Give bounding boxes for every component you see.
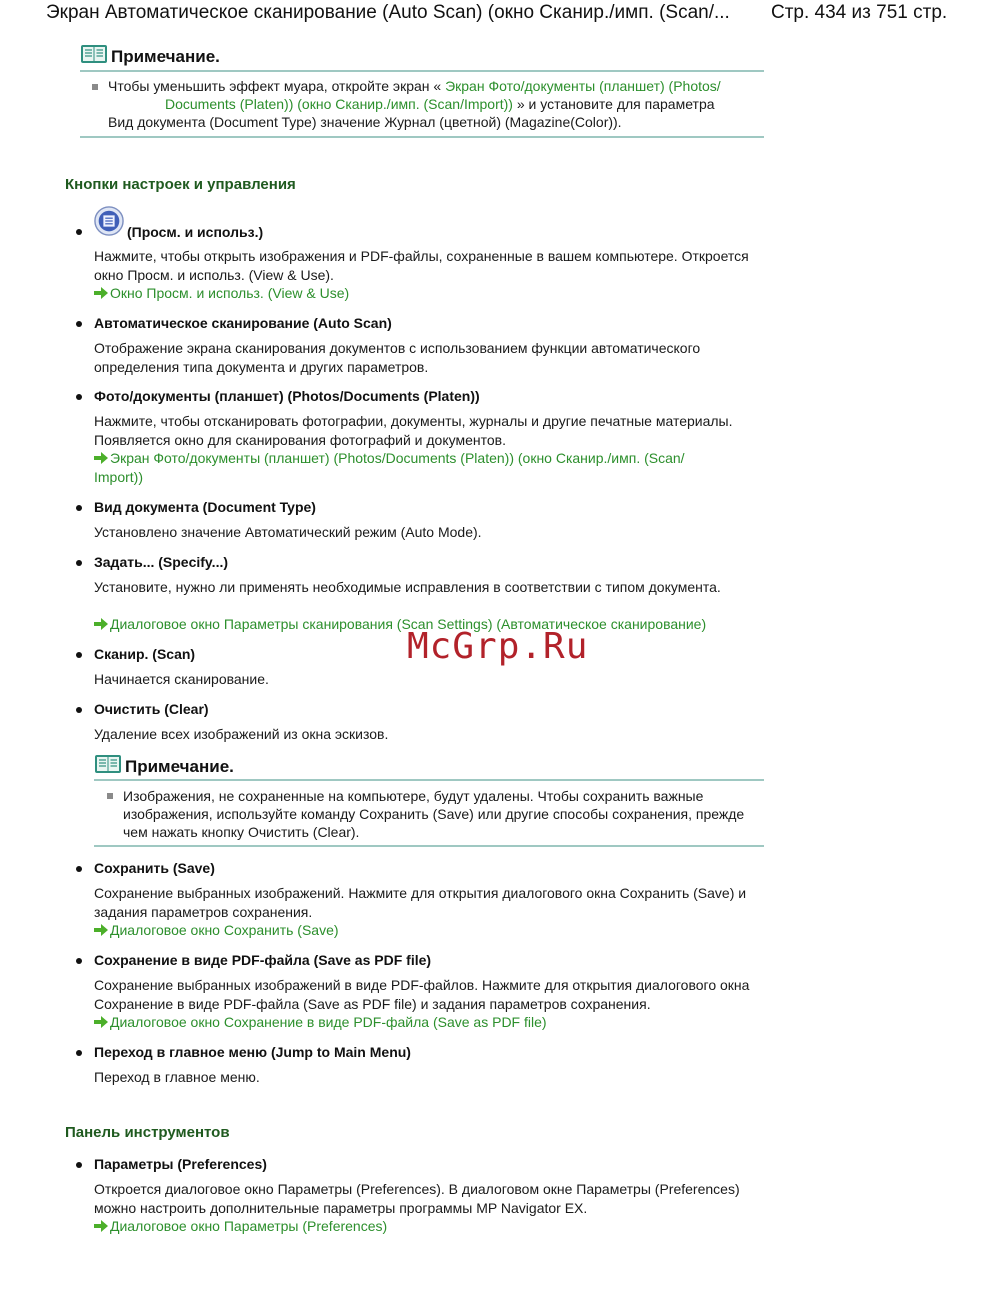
note-bullet <box>92 84 98 90</box>
item-title: Фото/документы (планшет) (Photos/Documents (Platen)) <box>94 388 480 404</box>
item-clear <box>76 701 776 743</box>
link-scan-settings-dialog[interactable]: Диалоговое окно Параметры сканирования (Scan Settings) (Автоматическое сканирование) <box>94 615 774 634</box>
arrow-right-icon <box>94 452 108 464</box>
note-divider <box>94 779 764 781</box>
link-photos-documents-screen-cont[interactable]: Documents (Platen)) (окно Сканир./имп. (Scan/Import)) <box>165 96 513 112</box>
page-header-title: Экран Автоматическое сканирование (Auto Scan) (окно Сканир./имп. (Scan/... <box>46 2 730 23</box>
item-description: Нажмите, чтобы открыть изображения и PDF-файлы, сохраненные в вашем компьютере. Откроется окно Просм. и использ. (View & Use). <box>94 248 749 283</box>
item-description: Начинается сканирование. <box>94 671 269 687</box>
link-photos-documents-screen[interactable]: Экран Фото/документы (планшет) (Photos/ <box>445 78 721 94</box>
note-text: Изображения, не сохраненные на компьютере, будут удалены. Чтобы сохранить важные изображения, используйте команду Сохранить (Save) или другие способы сохранения, прежде чем нажать кнопку Очистить (Clear). <box>123 788 745 840</box>
bullet <box>76 560 82 566</box>
item-description: Отображение экрана сканирования документов с использованием функции автоматического определения типа документа и других параметров. <box>94 340 701 375</box>
item-title: Сканир. (Scan) <box>94 646 196 662</box>
item-description: Сохранение выбранных изображений. Нажмите для открытия диалогового окна Сохранить (Save) и задания параметров сохранения. <box>94 885 747 920</box>
item-description: Откроется диалоговое окно Параметры (Preferences). В диалоговом окне Параметры (Preferences) можно настроить дополнительные параметры программы MP Navigator EX. <box>94 1181 740 1216</box>
book-icon <box>80 44 108 64</box>
note-text: Чтобы уменьшить эффект муара, откройте экран « Экран Фото/документы (планшет) (Photos/ Documents (Platen)) (окно Сканир./имп. (Scan/Import)) » и установите для параметра Вид документа (Document Type) значение Журнал (цветной) (Magazine(Color)). <box>108 78 721 130</box>
item-title: Задать... (Specify...) <box>94 554 229 570</box>
bullet <box>76 866 82 872</box>
note-divider-bottom <box>94 845 764 847</box>
bullet <box>76 505 82 511</box>
item-save <box>76 860 776 940</box>
item-description: Удаление всех изображений из окна эскизов. <box>94 726 389 742</box>
bullet <box>76 394 82 400</box>
arrow-right-icon <box>94 924 108 936</box>
item-title: Вид документа (Document Type) <box>94 499 316 515</box>
item-auto-scan <box>76 315 776 375</box>
arrow-right-icon <box>94 287 108 299</box>
item-preferences <box>76 1156 776 1236</box>
link-view-use-window[interactable]: Окно Просм. и использ. (View & Use) <box>94 284 774 303</box>
bullet <box>76 321 82 327</box>
item-title: Параметры (Preferences) <box>94 1156 267 1172</box>
item-description: Установлено значение Автоматический режим (Auto Mode). <box>94 524 482 540</box>
item-document-type <box>76 499 776 541</box>
page-header <box>0 0 1000 30</box>
view-use-icon[interactable] <box>94 206 124 236</box>
item-description: Сохранение выбранных изображений в виде PDF-файлов. Нажмите для открытия диалогового окна Сохранение в виде PDF-файла (Save as PDF file) и задания параметров сохранения. <box>94 977 750 1012</box>
note-divider <box>80 70 764 72</box>
bullet <box>76 229 82 235</box>
item-title: Очистить (Clear) <box>94 701 209 717</box>
item-description: Установите, нужно ли применять необходимые исправления в соответствии с типом документа. <box>94 579 721 595</box>
bullet <box>76 1050 82 1056</box>
item-save-as-pdf <box>76 952 776 1032</box>
item-title: Автоматическое сканирование (Auto Scan) <box>94 315 392 331</box>
section-title-toolbar: Панель инструментов <box>65 1124 230 1141</box>
note-title: Примечание. <box>125 757 234 776</box>
bullet <box>76 652 82 658</box>
section-title-buttons: Кнопки настроек и управления <box>65 176 296 193</box>
note-divider-bottom <box>80 136 764 138</box>
item-specify <box>76 554 776 634</box>
link-save-as-pdf-dialog[interactable]: Диалоговое окно Сохранение в виде PDF-файла (Save as PDF file) <box>94 1013 774 1032</box>
arrow-right-icon <box>94 1220 108 1232</box>
item-title: Сохранить (Save) <box>94 860 215 876</box>
bullet <box>76 958 82 964</box>
link-photos-documents-screen[interactable]: Экран Фото/документы (планшет) (Photos/Documents (Platen)) (окно Сканир./имп. (Scan/ Import)) <box>94 450 685 485</box>
note-title: Примечание. <box>111 47 220 66</box>
note-moire <box>80 44 764 139</box>
book-icon <box>94 754 122 774</box>
item-description: Нажмите, чтобы отсканировать фотографии, документы, журналы и другие печатные материалы. Появляется окно для сканирования фотографий и документов. <box>94 413 733 448</box>
note-clear <box>94 754 764 850</box>
note-bullet <box>107 793 113 799</box>
page-number: Стр. 434 из 751 стр. <box>771 2 948 23</box>
link-save-dialog[interactable]: Диалоговое окно Сохранить (Save) <box>94 921 774 940</box>
watermark: McGrp.Ru <box>407 626 589 667</box>
arrow-right-icon <box>94 618 108 630</box>
bullet <box>76 707 82 713</box>
link-preferences-dialog[interactable]: Диалоговое окно Параметры (Preferences) <box>94 1217 774 1236</box>
item-description: Переход в главное меню. <box>94 1069 260 1085</box>
item-title: (Просм. и использ.) <box>127 224 264 240</box>
item-photos-documents <box>76 388 776 486</box>
item-view-use <box>76 206 776 302</box>
item-title: Сохранение в виде PDF-файла (Save as PDF file) <box>94 952 432 968</box>
arrow-right-icon <box>94 1016 108 1028</box>
item-jump-main-menu <box>76 1044 776 1086</box>
bullet <box>76 1162 82 1168</box>
item-title: Переход в главное меню (Jump to Main Menu) <box>94 1044 411 1060</box>
